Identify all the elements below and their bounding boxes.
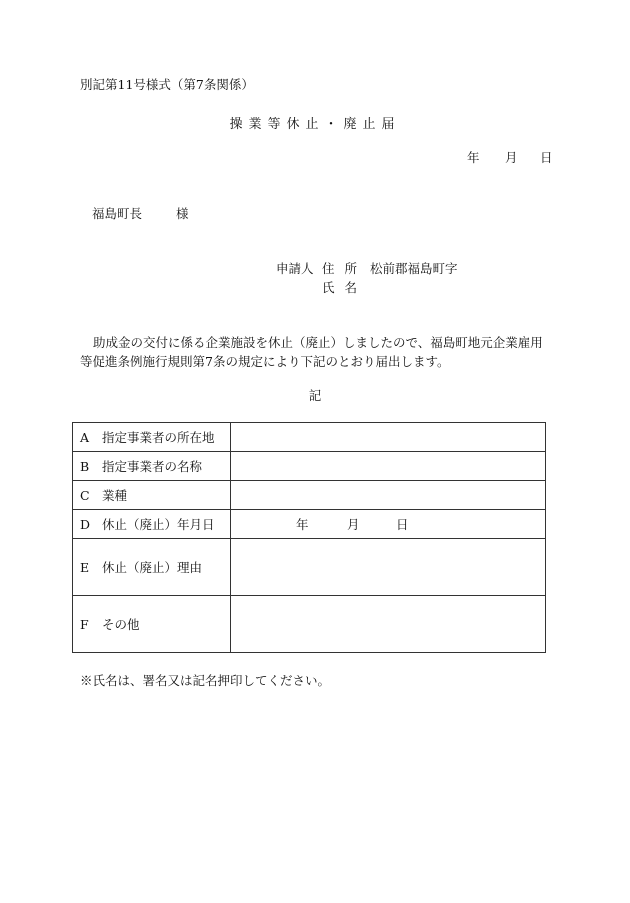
date-year-label: 年 — [296, 517, 309, 532]
row-label-cell — [73, 510, 231, 539]
row-letter: D — [80, 517, 91, 532]
address-label: 住所 — [322, 261, 368, 276]
row-letter: C — [80, 488, 90, 503]
row-label-cell — [73, 452, 231, 481]
table-row — [73, 510, 546, 539]
addressee-suffix: 様 — [176, 206, 189, 221]
row-label-cell — [73, 539, 231, 596]
row-label: 休止（廃止）年月日 — [102, 517, 215, 532]
row-label: 指定事業者の所在地 — [102, 430, 215, 445]
table-row — [73, 481, 546, 510]
date-month-label: 月 — [347, 517, 360, 532]
row-letter: A — [80, 430, 90, 445]
row-letter: F — [80, 617, 89, 632]
date-value-cell[interactable] — [231, 510, 546, 539]
row-letter: B — [80, 459, 90, 474]
applicant-label: 申請人 — [276, 261, 314, 276]
row-label-cell — [73, 596, 231, 653]
table-row — [73, 539, 546, 596]
row-value-cell[interactable] — [231, 423, 546, 452]
body-text: 助成金の交付に係る企業施設を休止（廃止）しましたので、福島町地元企業雇用等促進条例施行規則第7条の規定により下記のとおり届出します。 — [80, 335, 543, 369]
table-row — [73, 423, 546, 452]
document-title: 操業等休止・廃止届 — [229, 117, 401, 132]
form-number: 別記第11号様式（第7条関係） — [80, 77, 254, 92]
date-year-label: 年 — [467, 150, 480, 165]
date-day-label: 日 — [396, 517, 409, 532]
date-day-label: 日 — [540, 150, 553, 165]
date-month-label: 月 — [505, 150, 518, 165]
row-label: 休止（廃止）理由 — [102, 560, 203, 575]
footnote: ※氏名は、署名又は記名押印してください。 — [80, 673, 331, 688]
row-value-cell[interactable] — [231, 539, 546, 596]
address-value: 松前郡福島町字 — [370, 261, 458, 276]
row-label: 指定事業者の名称 — [102, 459, 203, 474]
row-label-cell — [73, 481, 231, 510]
row-letter: E — [80, 560, 90, 575]
row-label-cell — [73, 423, 231, 452]
row-label: その他 — [102, 617, 140, 632]
table-row — [73, 452, 546, 481]
ki-heading: 記 — [308, 388, 322, 403]
table-row — [73, 596, 546, 653]
row-label: 業種 — [102, 488, 128, 503]
row-value-cell[interactable] — [231, 596, 546, 653]
addressee-name: 福島町長 — [92, 206, 143, 221]
name-label: 氏名 — [322, 280, 368, 295]
row-value-cell[interactable] — [231, 481, 546, 510]
row-value-cell[interactable] — [231, 452, 546, 481]
record-table — [72, 422, 546, 653]
